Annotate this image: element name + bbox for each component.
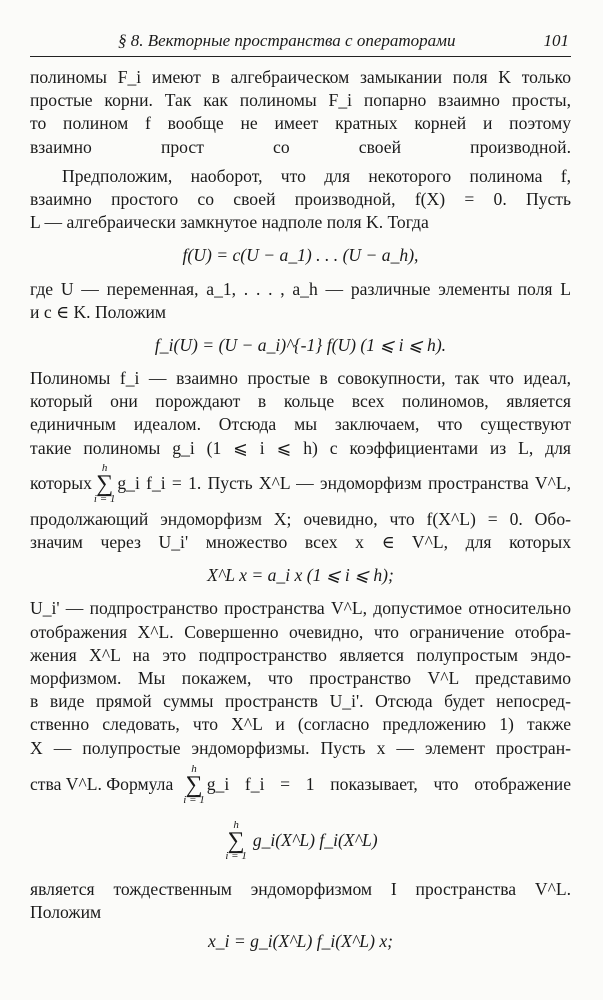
- text-line: единичным идеалом. Отсюда мы заключаем, что существуют: [30, 414, 571, 435]
- text-line: полиномы F_i имеют в алгебраическом замыкании поля K только: [30, 67, 571, 87]
- paragraph-7: [30, 878, 571, 924]
- formula-fi-of-u: f_i(U) = (U − a_i)^{-1} f(U) (1 ⩽ i ⩽ h).: [154, 334, 447, 355]
- sum-line-formula: [30, 760, 571, 810]
- text-line: простые корни. Так как полиномы F_i попарно взаимно просты,: [30, 90, 571, 111]
- sigma-icon: ∑: [185, 771, 203, 798]
- text-line: является тождественным эндоморфизмом I пространства V^L.: [30, 878, 571, 899]
- text-line: X — полупростые эндоморфизмы. Пусть x — элемент простран-: [30, 737, 571, 758]
- summation-symbol: [225, 820, 246, 862]
- paragraph-5: [30, 508, 571, 554]
- paragraph-2: [30, 165, 571, 235]
- sum-lower-limit: i = 1: [183, 793, 205, 806]
- text-line: такие полиномы g_i (1 ⩽ i ⩽ h) с коэффициентами из L, для: [30, 437, 571, 458]
- text-line: L — алгебраически замкнутое надполе поля K. Тогда: [30, 212, 429, 233]
- summation-symbol: [183, 764, 204, 806]
- sum-upper-limit: h: [191, 762, 197, 775]
- text-line: продолжающий эндоморфизм X; очевидно, что f(X^L) = 0. Обо-: [30, 508, 571, 529]
- sum-lower-limit: i = 1: [93, 492, 116, 505]
- text-line: морфизмом. Мы покажем, что пространство V^L представимо: [30, 667, 571, 688]
- page-number: 101: [543, 31, 569, 50]
- sum-upper-limit: h: [233, 818, 239, 831]
- text-line: то полином f вообще не имеет кратных корней и поэтому: [30, 113, 571, 134]
- formula-xi: x_i = g_i(X^L) f_i(X^L) x;: [207, 931, 394, 952]
- text-line: который они порождают в кольце всех полиномов, является: [30, 391, 571, 412]
- text-line: жения X^L на это подпространство является полупростым эндо-: [30, 644, 571, 665]
- summation-symbol: [94, 463, 115, 505]
- text-line: Полиномы f_i — взаимно простые в совокупности, так что идеал,: [30, 368, 571, 389]
- sum-line-which: [30, 460, 571, 508]
- text-line: значим через U_i' множество всех x ∈ V^L, для которых: [30, 532, 571, 552]
- sum-lower-limit: i = 1: [225, 849, 247, 862]
- sum-upper-limit: h: [101, 461, 108, 474]
- text-line: взаимно простого со своей производной, f(X) = 0. Пусть: [30, 188, 571, 209]
- text-line: где U — переменная, a_1, . . . , a_h — различные элементы поля L: [30, 278, 571, 299]
- line-suffix: g_i f_i = 1. Пусть X^L — эндоморфизм пространства V^L,: [117, 473, 571, 494]
- formula-f-of-u: f(U) = c(U − a_1) . . . (U − a_h),: [182, 245, 419, 266]
- paragraph-6: [30, 597, 571, 759]
- section-title: § 8. Векторные пространства с операторами: [118, 31, 456, 50]
- line-prefix: которых: [30, 473, 92, 494]
- paragraph-3: [30, 278, 571, 324]
- paragraph-4: [30, 367, 571, 460]
- text-line: Положим: [30, 901, 102, 922]
- paragraph-1: [30, 66, 571, 159]
- running-header: [30, 30, 571, 57]
- text-line: и c ∈ K. Положим: [30, 301, 167, 322]
- text-line: в виде прямой суммы пространств U_i'. Отсюда будет непосред-: [30, 691, 571, 712]
- sigma-icon: ∑: [96, 470, 114, 497]
- text-line: U_i' — подпространство пространства V^L, допустимое относительно: [30, 598, 571, 619]
- sum-body: g_i(X^L) f_i(X^L): [252, 830, 378, 851]
- formula-sum-identity: [30, 810, 571, 872]
- page-body: [30, 66, 571, 953]
- text-line: ственно следовать, что X^L и (согласно предложению 1) также: [30, 714, 571, 735]
- formula-eigen: X^L x = a_i x (1 ⩽ i ⩽ h);: [207, 565, 394, 586]
- line-suffix: g_i f_i = 1 показывает, что отображение: [206, 774, 571, 795]
- line-prefix: ства V^L. Формула: [30, 774, 174, 795]
- text-line: Предположим, наоборот, что для некоторого полинома f,: [62, 165, 571, 186]
- text-line: отображения X^L. Совершенно очевидно, что ограничение отобра-: [30, 621, 571, 642]
- text-line: взаимно прост со своей производной.: [30, 136, 571, 157]
- sigma-icon: ∑: [227, 827, 245, 854]
